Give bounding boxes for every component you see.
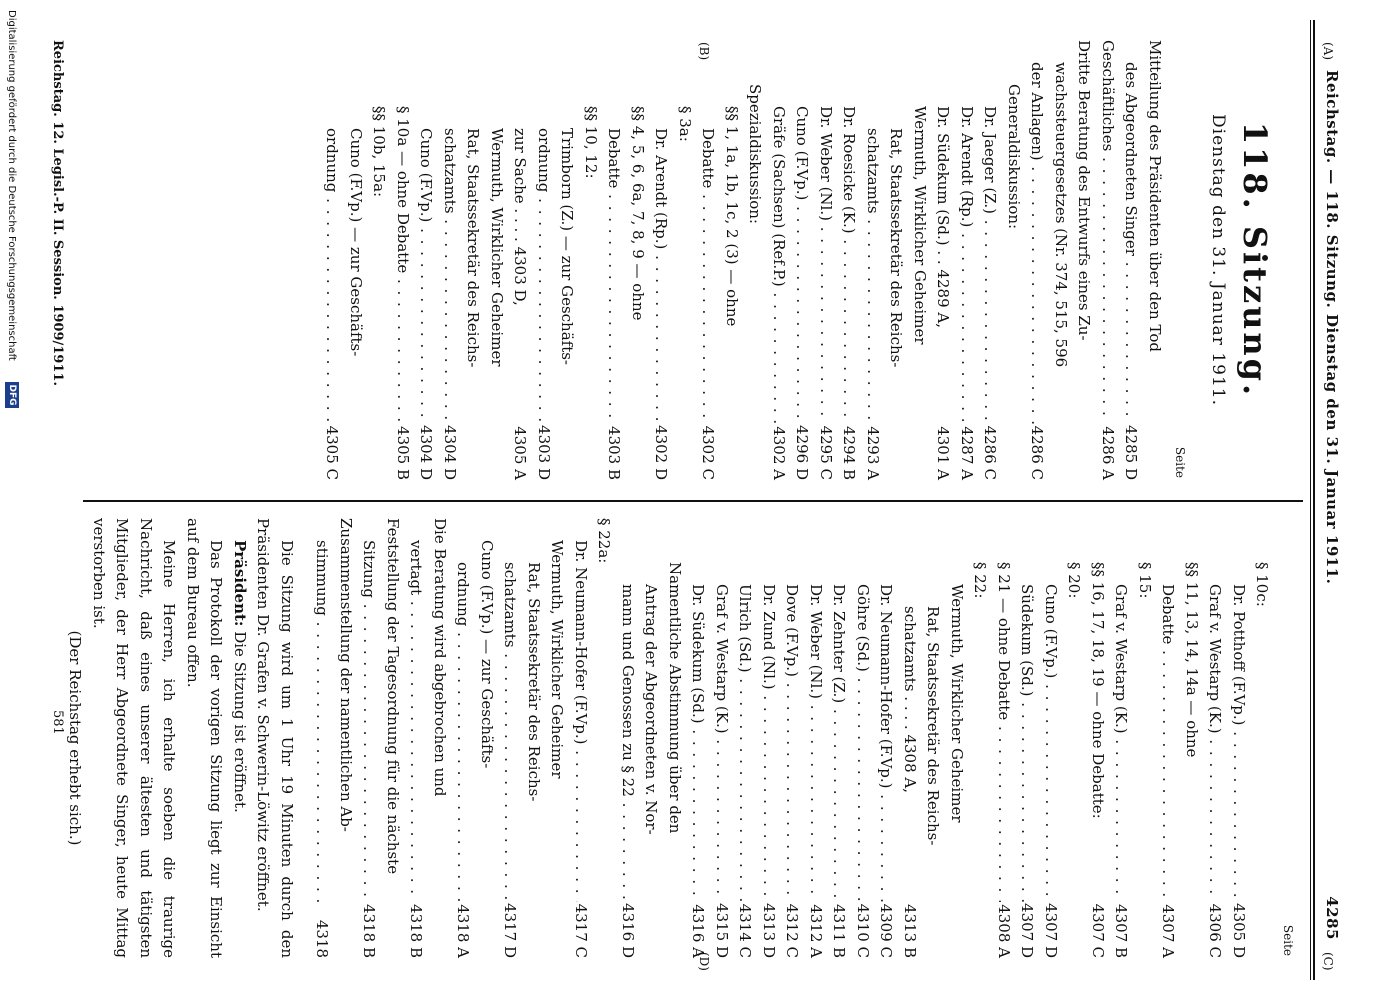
right-entry-text: Debatte . . . bbox=[1156, 584, 1180, 902]
left-entry-page-ref: 4286 C bbox=[981, 425, 1000, 480]
left-entry-page-ref: 4296 D bbox=[793, 425, 812, 480]
right-entry bbox=[545, 518, 569, 958]
right-entry-page-ref: 4307 D bbox=[1018, 903, 1037, 958]
right-entry bbox=[381, 518, 405, 958]
right-entry-text: Cuno (F.Vp.) . . . bbox=[1039, 584, 1063, 902]
left-entry-text: Generaldiskussion: bbox=[1005, 84, 1023, 230]
header-rule-thin bbox=[1310, 20, 1311, 980]
left-entry bbox=[344, 40, 368, 480]
right-entry bbox=[498, 518, 522, 958]
left-entry bbox=[485, 40, 509, 480]
left-entry bbox=[367, 40, 391, 480]
right-entry bbox=[757, 518, 781, 958]
right-entry-page-ref: 4307 A bbox=[1159, 904, 1178, 958]
left-entry-page-ref: 4304 D bbox=[441, 425, 459, 480]
left-entry-text: Cuno (F.Vp.) — zur Geschäfts- bbox=[347, 128, 365, 357]
right-entry-page-ref: 4313 B bbox=[901, 904, 919, 958]
president-line-1-text: Die Sitzung ist eröffnet. bbox=[231, 631, 249, 813]
right-entry-page-ref: 4316 D bbox=[619, 903, 637, 958]
left-entry-page-ref: 4302 D bbox=[652, 425, 671, 480]
left-entry-text: Dr. Weber (Nl.) . . . bbox=[814, 106, 838, 424]
left-entry-text: Cuno (F.Vp.) . . . bbox=[414, 128, 438, 424]
left-entry bbox=[555, 40, 579, 480]
left-entry bbox=[320, 40, 344, 480]
right-entry bbox=[1039, 518, 1063, 958]
left-entry-page-ref: 4304 D bbox=[417, 425, 436, 480]
right-entry bbox=[428, 518, 452, 958]
right-entry-page-ref: 4318 A bbox=[454, 904, 473, 958]
right-entry bbox=[357, 518, 381, 958]
right-entry-text: Dr. Potthoff (F.Vp.) . . . bbox=[1227, 584, 1251, 902]
left-entry-page-ref: 4293 A bbox=[864, 426, 882, 480]
footer-page-number: 581 bbox=[50, 710, 65, 735]
left-entry-page-ref: 4305 B bbox=[394, 426, 412, 480]
right-entry bbox=[404, 518, 428, 958]
left-entry-text: Dr. Roesicke (K.) . . . bbox=[837, 106, 861, 424]
left-entry bbox=[861, 40, 885, 480]
right-entry-page-ref: 4306 C bbox=[1206, 903, 1225, 958]
right-entry bbox=[1156, 518, 1180, 958]
right-entry bbox=[898, 518, 922, 958]
right-entry-text: mann und Genossen zu § 22 . . . bbox=[616, 584, 640, 902]
right-entry-page-ref: 4311 B bbox=[830, 904, 849, 958]
left-entry bbox=[814, 40, 838, 480]
margin-mark-b: (B) bbox=[697, 42, 711, 61]
left-entry-page-ref: 4303 D bbox=[535, 425, 553, 480]
left-entry-page-ref: 4301 A bbox=[934, 426, 953, 480]
right-entry-text: Dr. Zehnter (Z.) . . . bbox=[827, 584, 851, 902]
right-entry-text: stimmung . . . bbox=[310, 540, 334, 902]
right-entry-text: Graf v. Westarp (K.) . . . bbox=[710, 584, 734, 902]
right-entry-page-ref: 4316 A bbox=[689, 904, 708, 958]
right-entry bbox=[334, 518, 358, 958]
left-entry-text: Wermuth, Wirklicher Geheimer bbox=[488, 128, 506, 367]
left-entry bbox=[790, 40, 814, 480]
right-entry-page-ref: 4312 A bbox=[807, 904, 825, 958]
right-entry bbox=[733, 518, 757, 958]
speaker-label: Präsident: bbox=[231, 540, 249, 627]
right-entry-text: Die Beratung wird abgebrochen und bbox=[431, 518, 449, 797]
seite-label: Seite bbox=[1173, 446, 1188, 478]
session-title: 118. Sitzung. bbox=[1236, 121, 1274, 399]
right-entry-text: schatzamts . . . bbox=[498, 562, 522, 902]
left-entry bbox=[884, 40, 908, 480]
right-entries bbox=[310, 518, 1274, 958]
left-entry-text: §§ 10, 12: bbox=[582, 106, 600, 179]
left-entry-page-ref: 4286 A bbox=[1099, 426, 1117, 480]
left-entry bbox=[461, 40, 485, 480]
left-entry bbox=[1049, 40, 1073, 480]
left-entry-page-ref: 4295 C bbox=[817, 425, 835, 480]
margin-mark-d: (D) bbox=[697, 952, 711, 971]
running-header: Reichstag. — 118. Sitzung. Dienstag den 31. Januar 1911. bbox=[1323, 70, 1341, 585]
right-entry-text: Sitzung . . . bbox=[357, 540, 381, 902]
right-entry bbox=[1062, 518, 1086, 958]
right-entry bbox=[804, 518, 828, 958]
right-entry bbox=[1109, 518, 1133, 958]
left-entry bbox=[391, 40, 415, 480]
left-entry bbox=[438, 40, 462, 480]
right-entry-text: Dr. Neumann-Hofer (F.Vp.) . . . bbox=[569, 540, 593, 902]
left-entry bbox=[1096, 40, 1120, 480]
left-entry bbox=[626, 40, 650, 480]
right-entry-page-ref: 4307 B bbox=[1112, 904, 1131, 958]
left-entry bbox=[602, 40, 626, 480]
right-entry-text: Südekum (Sd.) . . . bbox=[1015, 584, 1039, 902]
right-entry bbox=[451, 518, 475, 958]
right-entry-text: § 21 — ohne Debatte . . . bbox=[992, 562, 1016, 902]
right-entry-text: Dove (F.Vp.) . . . bbox=[780, 584, 804, 902]
right-entry-text: vertagt . . . bbox=[404, 540, 428, 902]
right-entry-text: Graf v. Westarp (K.) . . . bbox=[1203, 584, 1227, 902]
left-entry-text: Dr. Arendt (Rp.) . . . bbox=[955, 106, 979, 424]
right-entry bbox=[1086, 518, 1110, 958]
left-entry-text: Rat, Staatssekretär des Reichs- bbox=[887, 128, 906, 368]
right-entry-text: § 22a: bbox=[595, 518, 614, 564]
right-entry-page-ref: 4310 C bbox=[854, 903, 872, 958]
left-entry-text: zur Sache . . . . 4303 D, bbox=[511, 128, 530, 306]
right-entry-text: Wermuth, Wirklicher Geheimer bbox=[548, 540, 567, 779]
left-entry bbox=[720, 40, 744, 480]
right-entry-text: Namentliche Abstimmung über den bbox=[666, 562, 684, 834]
right-entry-page-ref: 4315 D bbox=[713, 903, 731, 958]
left-entry-page-ref: 4285 D bbox=[1122, 425, 1141, 480]
left-entry-text: Gräfe (Sachsen) (Ref.P.) . . . bbox=[767, 106, 791, 424]
left-entry bbox=[414, 40, 438, 480]
right-entry-text: § 22: bbox=[971, 562, 990, 599]
right-entry-page-ref: 4318 B bbox=[407, 904, 426, 958]
left-entry bbox=[508, 40, 532, 480]
left-entry bbox=[673, 40, 697, 480]
left-entry-page-ref: 4294 B bbox=[840, 426, 859, 480]
right-entry bbox=[827, 518, 851, 958]
digitization-note: Digitalisierung gefördert durch die Deutsche Forschungsgemeinschaft bbox=[6, 10, 17, 361]
stage-direction: (Der Reichstag erhebt sich.) bbox=[66, 630, 85, 846]
right-entry-page-ref: 4309 C bbox=[877, 903, 896, 958]
left-entry-text: § 10a — ohne Debatte . . . bbox=[391, 106, 415, 424]
left-entry-page-ref: 4305 C bbox=[323, 425, 342, 480]
right-entry bbox=[310, 518, 334, 958]
right-entry-page-ref: 4318 B bbox=[360, 904, 379, 958]
page-number-header: 4285 bbox=[1323, 896, 1341, 940]
right-entry bbox=[1180, 518, 1204, 958]
right-entry-text: Göhre (Sd.) . . . bbox=[851, 584, 875, 902]
right-entry-page-ref: 4312 C bbox=[783, 903, 802, 958]
left-entry-page-ref: 4302 A bbox=[770, 426, 788, 480]
left-entry bbox=[743, 40, 767, 480]
right-entry-page-ref: 4308 A bbox=[995, 904, 1013, 958]
left-entry bbox=[908, 40, 932, 480]
right-entry bbox=[592, 518, 616, 958]
footer-session-info: Reichstag. 12. Legisl.-P. II. Session. 1909/1911. bbox=[50, 40, 65, 386]
left-entry-text: §§ 4, 5, 6, 6a, 7, 8, 9 — ohne bbox=[629, 106, 647, 321]
left-entry-text: Dr. Arendt (Rp.) . . . bbox=[649, 128, 673, 424]
right-entry-page-ref: 4305 D bbox=[1230, 903, 1248, 958]
right-entry bbox=[1227, 518, 1251, 958]
left-entry bbox=[931, 40, 955, 480]
right-entry-text: Zusammenstellung der namentlichen Ab- bbox=[337, 518, 355, 832]
left-entry-text: §§ 1, 1a, 1b, 1c, 2 (3) — ohne bbox=[723, 106, 741, 327]
opening-paragraph: Die Sitzung wird um 1 Uhr 19 Minuten durch den Präsidenten Dr. Grafen v. Schwerin-Löwitz eröffnet. bbox=[254, 518, 296, 958]
left-entry-text: Mitteilung des Präsidenten über den Tod bbox=[1146, 40, 1164, 352]
left-entry-page-ref: 4302 C bbox=[699, 425, 718, 480]
left-entry-text: ordnung . . . bbox=[320, 128, 344, 424]
right-entry-page-ref: 4307 C bbox=[1089, 903, 1107, 958]
left-entry bbox=[767, 40, 791, 480]
left-entry bbox=[696, 40, 720, 480]
president-line-2: Das Protokoll der vorigen Sitzung liegt zur Einsicht auf dem Bureau offen. bbox=[184, 518, 226, 958]
left-entry bbox=[532, 40, 556, 480]
left-entry-text: ordnung . . . bbox=[532, 128, 556, 424]
right-entry-page-ref: 4317 D bbox=[501, 903, 520, 958]
right-entry bbox=[639, 518, 663, 958]
right-entry bbox=[1133, 518, 1157, 958]
left-entry-text: schatzamts . . . bbox=[861, 128, 885, 424]
right-entry-text: Antrag der Abgeordneten v. Nor- bbox=[642, 584, 661, 835]
left-entry-text: Wermuth, Wirklicher Geheimer bbox=[911, 106, 929, 345]
right-entry bbox=[663, 518, 687, 958]
right-entry-text: Cuno (F.Vp.) — zur Geschäfts- bbox=[478, 540, 496, 769]
right-entry bbox=[522, 518, 546, 958]
left-entry-text: Trimborn (Z.) — zur Geschäfts- bbox=[558, 128, 577, 366]
right-entry-page-ref: 4314 C bbox=[736, 903, 755, 958]
right-entry bbox=[686, 518, 710, 958]
right-entry-text: Rat, Staatssekretär des Reichs- bbox=[525, 562, 543, 802]
right-entry-text: §§ 16, 17, 18, 19 — ohne Debatte: bbox=[1089, 562, 1107, 819]
right-entry-page-ref: 4307 D bbox=[1042, 903, 1060, 958]
left-entry bbox=[837, 40, 861, 480]
left-entry-text: §§ 10b, 15a: bbox=[370, 106, 389, 198]
right-entry bbox=[475, 518, 499, 958]
right-entry-text: Graf v. Westarp (K.) . . . bbox=[1109, 584, 1133, 902]
left-entry-page-ref: 4286 C bbox=[1028, 425, 1047, 480]
president-line-1 bbox=[228, 518, 252, 958]
right-entry-text: ordnung . . . bbox=[451, 562, 475, 902]
right-entry-page-ref: 4318 bbox=[313, 919, 332, 958]
left-entry-text: des Abgeordneten Singer . . . bbox=[1119, 62, 1143, 424]
right-entry-page-ref: 4313 D bbox=[760, 903, 778, 958]
right-entry-text: § 15: bbox=[1136, 562, 1154, 599]
right-entry bbox=[968, 518, 992, 958]
right-entry-text: § 10c: bbox=[1253, 562, 1272, 607]
left-entry bbox=[1002, 40, 1026, 480]
left-entry-text: Dr. Südekum (Sd.) . . 4289 A, bbox=[934, 106, 953, 328]
right-entry-text: § 20: bbox=[1065, 562, 1084, 599]
left-entry-text: wachssteuergesetzes (Nr. 374, 515, 596 bbox=[1052, 62, 1070, 368]
left-entry-text: der Anlagen) . . . bbox=[1025, 62, 1049, 424]
right-entry bbox=[1250, 518, 1274, 958]
right-entry-page-ref: 4317 C bbox=[572, 903, 590, 958]
right-entry bbox=[616, 518, 640, 958]
right-entry-text: Dr. Südekum (Sd.) . . . bbox=[686, 584, 710, 902]
right-entry-text: schatzamts . . . . 4308 A, bbox=[901, 606, 919, 793]
right-entry bbox=[710, 518, 734, 958]
right-entry-text: Feststellung der Tagesordnung für die nächste bbox=[384, 518, 402, 875]
left-entry-page-ref: 4305 A bbox=[511, 426, 530, 480]
left-entry bbox=[1025, 40, 1049, 480]
right-entry-text: Dr. Zund (Nl.) . . . bbox=[757, 584, 781, 902]
column-divider bbox=[83, 500, 1303, 502]
left-entry-text: Geschäftliches . . . bbox=[1096, 40, 1120, 424]
right-entry bbox=[1015, 518, 1039, 958]
right-column bbox=[63, 518, 1299, 958]
right-entry bbox=[945, 518, 969, 958]
left-entry-text: Debatte . . . bbox=[602, 128, 626, 424]
left-entry-page-ref: 4303 B bbox=[605, 426, 624, 480]
left-entry bbox=[1119, 40, 1143, 480]
left-entry-page-ref: 4287 A bbox=[958, 426, 976, 480]
left-entry-text: Spezialdiskussion: bbox=[746, 84, 765, 224]
right-entry bbox=[851, 518, 875, 958]
left-entry-text: § 3a: bbox=[676, 106, 694, 142]
right-entry-text: Dr. Neumann-Hofer (F.Vp.) . . . bbox=[874, 584, 898, 902]
left-entry-text: Dr. Jaeger (Z.) . . . bbox=[978, 106, 1002, 424]
right-entry bbox=[1203, 518, 1227, 958]
left-entry bbox=[1072, 40, 1096, 480]
left-entries bbox=[320, 40, 1166, 480]
right-entry bbox=[569, 518, 593, 958]
right-entry bbox=[874, 518, 898, 958]
header-rule bbox=[1313, 20, 1315, 980]
right-entry-text: Dr. Weber (Nl.) . . . bbox=[804, 584, 828, 902]
right-entry-text: Ulrich (Sd.) . . . bbox=[733, 584, 757, 902]
right-entry bbox=[992, 518, 1016, 958]
right-entry-text: §§ 11, 13, 14, 14a — ohne bbox=[1183, 562, 1201, 758]
president-line-3: Meine Herren, ich erhalte soeben die traurige Nachricht, daß eines unserer ältesten und tätigsten Mitglieder, der Herr Abgeordnete Singer, heute Mittag verstorben ist. bbox=[90, 518, 179, 958]
left-entry-text: schatzamts . . . bbox=[438, 128, 462, 424]
right-entry bbox=[780, 518, 804, 958]
left-column bbox=[320, 40, 1299, 480]
left-entry-text: Debatte . . . bbox=[696, 128, 720, 424]
left-entry-text: Rat, Staatssekretär des Reichs- bbox=[464, 128, 483, 368]
left-entry-text: Dritte Beratung des Entwurfs eines Zu- bbox=[1075, 40, 1094, 341]
left-entry bbox=[579, 40, 603, 480]
dfg-logo: DFG bbox=[5, 382, 19, 408]
left-entry bbox=[1143, 40, 1167, 480]
margin-mark-a: (A) bbox=[1321, 42, 1335, 61]
left-entry bbox=[955, 40, 979, 480]
left-entry bbox=[978, 40, 1002, 480]
left-entry bbox=[649, 40, 673, 480]
right-entry-text: Wermuth, Wirklicher Geheimer bbox=[948, 584, 966, 823]
right-entry-text: Rat, Staatssekretär des Reichs- bbox=[924, 606, 943, 846]
margin-mark-c: (C) bbox=[1321, 952, 1335, 971]
right-entry bbox=[921, 518, 945, 958]
session-date: Dienstag den 31. Januar 1911. bbox=[1208, 114, 1228, 406]
left-entry-text: Cuno (F.Vp.) . . . bbox=[790, 106, 814, 424]
seite-label-right: Seite bbox=[1281, 924, 1295, 956]
